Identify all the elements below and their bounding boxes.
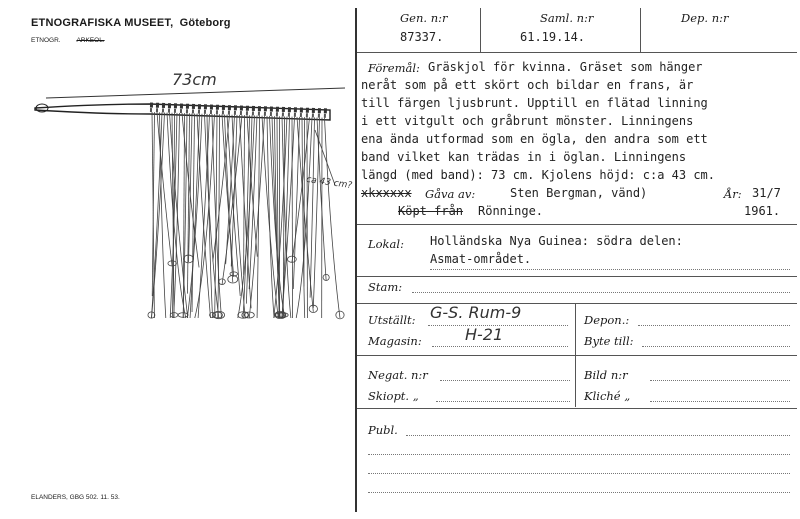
foremal-rule (357, 224, 797, 225)
bild-dotted-line (650, 380, 790, 381)
utstallt-label: Utställt: (368, 313, 416, 327)
fringe-strand (244, 115, 245, 275)
depon-dotted-line (638, 325, 790, 326)
fringe-strand (215, 114, 217, 318)
negat-separator (575, 356, 576, 407)
fringe-strand (262, 116, 278, 318)
foremal-line-1: Gräskjol för kvinna. Gräset som hänger (428, 60, 703, 74)
negat-dotted-line (440, 380, 570, 381)
foremal-label: Föremål: (368, 61, 420, 75)
museum-title: ETNOGRAFISKA MUSEET, (31, 17, 174, 29)
fringe-strand (292, 117, 293, 318)
foremal-line-6: band vilket kan trädas in i öglan. Linningens (361, 150, 687, 164)
saml-nr-value: 61.19.14. (520, 30, 586, 44)
magasin-label: Magasin: (368, 334, 422, 348)
fringe-strand (325, 118, 340, 318)
kopt-fran-struck: Köpt från (398, 204, 464, 218)
stam-label: Stam: (368, 280, 403, 294)
lokal-line-1: Holländska Nya Guinea: södra delen: (430, 234, 683, 248)
utstallt-value: G-S. Rum-9 (430, 303, 522, 322)
foremal-line-3: till färgen ljusbrunt. Upptill en flätad linning (361, 96, 708, 110)
gen-nr-label: Gen. n:r (400, 11, 448, 25)
top-separator-1 (480, 8, 481, 52)
department-arkeol-struck: ARKEOL. (76, 37, 105, 44)
top-separator-2 (640, 8, 641, 52)
foremal-line-4: i ett vitgult och gråbrunt mönster. Linningens (361, 114, 694, 128)
skirt-fringe (148, 112, 344, 319)
department-etnogr: ETNOGR. (31, 37, 61, 44)
ar-label: År: (724, 187, 742, 201)
fringe-strand (157, 112, 172, 266)
lokal-line-2: Asmat-området. (430, 252, 532, 266)
byte-dotted-line (642, 346, 790, 347)
stam-rule (357, 303, 797, 304)
gava-year: 1961. (744, 204, 781, 218)
struck-prefix: xkxxxxx (361, 186, 412, 200)
dep-nr-label: Dep. n:r (681, 11, 729, 25)
byte-label: Byte till: (584, 334, 634, 348)
fringe-strand (293, 117, 299, 289)
utstallt-rule (357, 355, 797, 356)
ar-value: 31/7 (752, 186, 781, 200)
waistband-braid (150, 105, 330, 111)
top-row-rule (357, 52, 797, 53)
publ-dotted-line-2 (368, 454, 790, 455)
height-note: ca 43 cm? (305, 174, 353, 192)
fringe-strand (188, 113, 190, 293)
utstallt-separator (575, 303, 576, 355)
negat-rule (357, 408, 797, 409)
width-dimension-line (46, 88, 345, 98)
fringe-strand (197, 114, 211, 318)
column-divider (355, 8, 357, 512)
bild-label: Bild n:r (584, 368, 628, 382)
skiopt-label: Skiopt. „ (368, 389, 419, 403)
foremal-line-7: längd (med band): 73 cm. Kjolens höjd: c:a 43 cm. (361, 168, 716, 182)
stam-dotted-line (412, 292, 790, 293)
width-note: 73cm (172, 70, 217, 89)
publ-dotted-line-4 (368, 492, 790, 493)
depon-label: Depon.: (584, 313, 630, 327)
publ-dotted-line-1 (406, 435, 790, 436)
printer-imprint: ELANDERS, GBG 502. 11. 53. (31, 494, 120, 501)
gen-nr-value: 87337. (400, 30, 444, 44)
publ-label: Publ. (368, 423, 398, 437)
negat-label: Negat. n:r (368, 368, 428, 382)
skiopt-dotted-line (436, 401, 570, 402)
saml-nr-label: Saml. n:r (540, 11, 594, 25)
lokal-label: Lokal: (368, 237, 404, 251)
magasin-value: H-21 (465, 325, 504, 344)
publ-dotted-line-3 (368, 473, 790, 474)
museum-city: Göteborg (179, 17, 231, 29)
fringe-strand (304, 117, 305, 286)
foremal-line-5: ena ända utformad som en ögla, den andra som ett (361, 132, 708, 146)
gava-value: Sten Bergman, vänd) (510, 186, 648, 200)
lokal-rule (357, 276, 797, 277)
magasin-dotted-line (432, 346, 568, 347)
kliche-label: Kliché „ (584, 389, 631, 403)
kliche-dotted-line (650, 401, 790, 402)
gava-place: Rönninge. (478, 204, 544, 218)
gava-label: Gåva av: (425, 187, 476, 201)
lokal-dotted-line (430, 269, 790, 270)
foremal-line-2: neråt som på ett skört och bildar en frans, är (361, 78, 694, 92)
